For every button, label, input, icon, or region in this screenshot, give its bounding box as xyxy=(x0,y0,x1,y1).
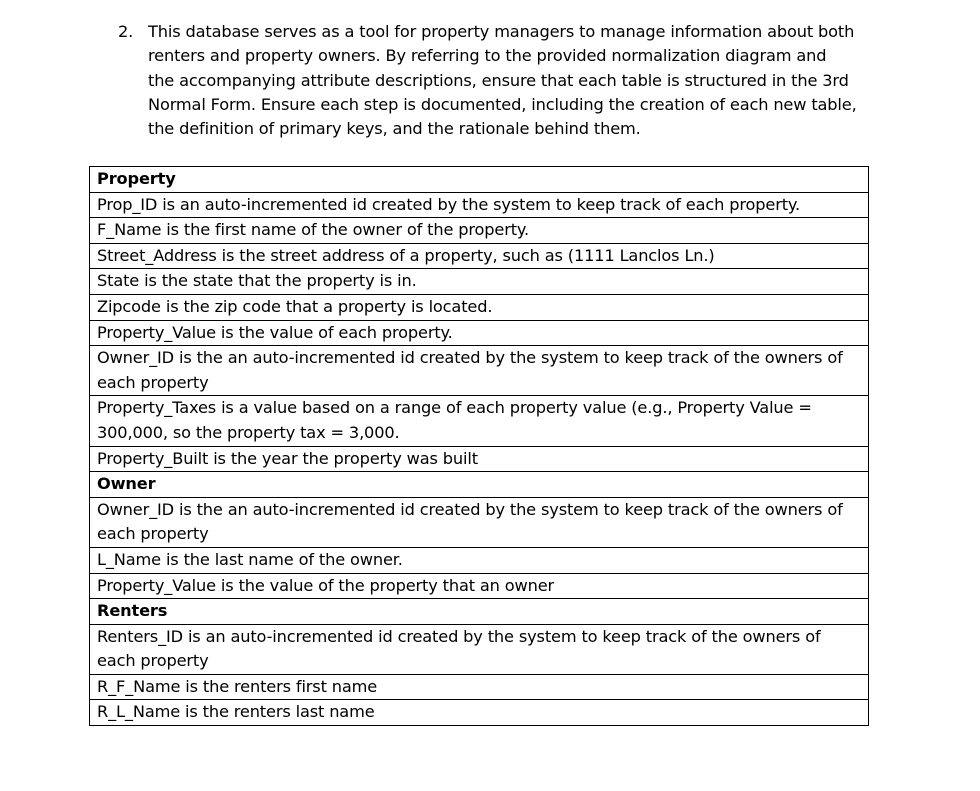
table-row xyxy=(90,446,869,472)
table-row xyxy=(90,700,869,726)
table-cell-text: Property_Value is the value of the property that an owner xyxy=(97,575,555,595)
table-cell xyxy=(90,294,869,320)
table-cell-text: each property xyxy=(97,651,209,671)
table-cell-text: F_Name is the first name of the owner of the property. xyxy=(97,220,530,240)
table-cell xyxy=(90,446,869,472)
table-cell-text: Renters xyxy=(97,601,168,621)
table-cell-text: Owner_ID is the an auto-incremented id created by the system to keep track of the owners of xyxy=(97,348,843,368)
table-cell-text: R_L_Name is the renters last name xyxy=(97,702,375,722)
table-cell xyxy=(90,396,869,446)
table-cell xyxy=(90,218,869,244)
table-cell-text: each property xyxy=(97,524,209,544)
question-line: the definition of primary keys, and the rationale behind them. xyxy=(148,119,641,139)
table-row xyxy=(90,547,869,573)
question-block xyxy=(118,20,878,141)
table-row xyxy=(90,192,869,218)
table-cell xyxy=(90,573,869,599)
table-cell-text: State is the state that the property is in. xyxy=(97,271,417,291)
table-heading-renters xyxy=(90,599,869,625)
question-text xyxy=(148,20,878,141)
table-row xyxy=(90,396,869,446)
table-cell-text: 300,000, so the property tax = 3,000. xyxy=(97,422,400,442)
table-cell xyxy=(90,320,869,346)
table-row xyxy=(90,294,869,320)
table-cell-text: R_F_Name is the renters first name xyxy=(97,676,378,696)
table-cell xyxy=(90,243,869,269)
attribute-description-table xyxy=(89,166,869,726)
table-row xyxy=(90,269,869,295)
table-cell xyxy=(90,700,869,726)
table-cell xyxy=(90,547,869,573)
table-cell-text: Property_Value is the value of each property. xyxy=(97,322,453,342)
table-cell xyxy=(90,624,869,674)
table-row xyxy=(90,167,869,193)
table-row xyxy=(90,472,869,498)
table-cell-text: Zipcode is the zip code that a property is located. xyxy=(97,296,493,316)
table-row xyxy=(90,674,869,700)
table-row xyxy=(90,599,869,625)
table-cell xyxy=(90,192,869,218)
question-line: renters and property owners. By referring to the provided normalization diagram and xyxy=(148,46,827,66)
question-number: 2. xyxy=(118,22,134,41)
table-cell xyxy=(90,269,869,295)
table-cell-text: Renters_ID is an auto-incremented id created by the system to keep track of the owners of xyxy=(97,626,821,646)
table-cell-text: Prop_ID is an auto-incremented id created by the system to keep track of each property. xyxy=(97,194,801,214)
table-cell-text: L_Name is the last name of the owner. xyxy=(97,549,403,569)
table-row xyxy=(90,218,869,244)
table-row xyxy=(90,624,869,674)
table-row xyxy=(90,497,869,547)
question-line: This database serves as a tool for property managers to manage information about both xyxy=(148,22,855,41)
table-cell-text: Owner_ID is the an auto-incremented id created by the system to keep track of the owners of xyxy=(97,499,843,519)
table-row xyxy=(90,346,869,396)
table-cell xyxy=(90,346,869,396)
table-row xyxy=(90,573,869,599)
question-line: the accompanying attribute descriptions, ensure that each table is structured in the 3rd xyxy=(148,70,849,90)
table-cell-text: each property xyxy=(97,372,209,392)
table-cell-text: Owner xyxy=(97,474,156,494)
table-heading-property xyxy=(90,167,869,193)
table-cell-text: Street_Address is the street address of a property, such as (1111 Lanclos Ln.) xyxy=(97,245,715,265)
table-cell-text: Property_Taxes is a value based on a range of each property value (e.g., Property Value = xyxy=(97,398,812,418)
table-row xyxy=(90,320,869,346)
question-line: Normal Form. Ensure each step is documented, including the creation of each new table, xyxy=(148,94,857,114)
table-cell xyxy=(90,674,869,700)
table-cell-text: Property_Built is the year the property was built xyxy=(97,448,478,468)
table-cell-text: Property xyxy=(97,169,176,188)
table-heading-owner xyxy=(90,472,869,498)
table-cell xyxy=(90,497,869,547)
table-row xyxy=(90,243,869,269)
